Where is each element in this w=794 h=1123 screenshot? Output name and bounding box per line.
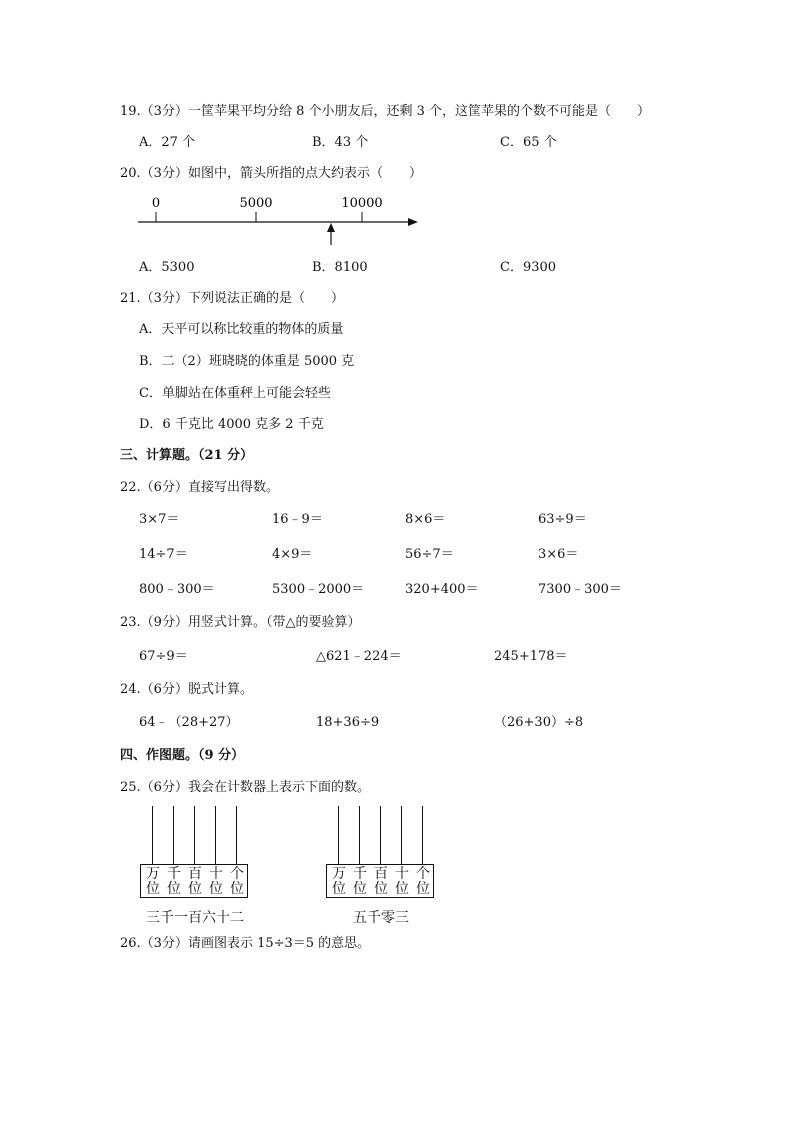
q20-option-a: A．5300 (139, 260, 195, 275)
q20-option-b: B．8100 (312, 260, 368, 275)
abacus-1-number: 三千一百六十二 (146, 910, 244, 926)
abacus-rod (194, 806, 195, 864)
q22-item: 4×9＝ (272, 547, 313, 562)
q21-stem: 21.（3分）下列说法正确的是（ ） (120, 291, 344, 306)
q21-option-c: C．单脚站在体重秤上可能会轻些 (139, 386, 331, 401)
section-3-title: 三、计算题。（21 分） (120, 448, 254, 463)
place-label-ge: 个位 (230, 866, 244, 897)
q20-stem: 20.（3分）如图中，箭头所指的点大约表示（ ） (120, 166, 422, 181)
tick-label-0: 0 (151, 196, 161, 211)
abacus-rod (338, 806, 339, 864)
q22-item: 5300﹣2000＝ (272, 582, 365, 597)
q24-stem: 24.（6分）脱式计算。 (120, 682, 253, 697)
abacus-label-box (140, 864, 248, 898)
abacus-counter-1 (140, 806, 248, 898)
q21-option-d: D．6 千克比 4000 克多 2 千克 (139, 417, 324, 432)
q22-item: 63÷9＝ (538, 512, 587, 527)
abacus-rod (401, 806, 402, 864)
q23-stem: 23.（9分）用竖式计算。（带△的要验算） (120, 615, 361, 630)
q23-item: 67÷9＝ (139, 649, 188, 664)
abacus-rod (173, 806, 174, 864)
q26-stem: 26.（3分）请画图表示 15÷3＝5 的意思。 (120, 936, 371, 951)
abacus-rod (152, 806, 153, 864)
q24-item: 64﹣（28+27） (139, 715, 239, 730)
q22-item: 3×6＝ (538, 547, 579, 562)
place-label-qian: 千位 (353, 866, 367, 897)
number-line-diagram (130, 190, 430, 250)
tick-label-10000: 10000 (341, 196, 383, 211)
q22-item: 14÷7＝ (139, 547, 188, 562)
place-label-ge: 个位 (416, 866, 430, 897)
place-label-shi: 十位 (395, 866, 409, 897)
q22-item: 7300﹣300＝ (538, 582, 622, 597)
q19-option-a: A．27 个 (139, 135, 196, 150)
q22-item: 320+400＝ (405, 582, 479, 597)
q24-item: （26+30）÷8 (494, 715, 584, 730)
abacus-2-number: 五千零三 (353, 910, 409, 926)
q20-option-c: C．9300 (500, 260, 557, 275)
abacus-rod (359, 806, 360, 864)
abacus-counter-2 (326, 806, 434, 898)
q22-stem: 22.（6分）直接写出得数。 (120, 480, 279, 495)
place-label-qian: 千位 (167, 866, 181, 897)
abacus-rod (215, 806, 216, 864)
q25-stem: 25.（6分）我会在计数器上表示下面的数。 (120, 780, 370, 795)
q22-item: 800﹣300＝ (139, 582, 215, 597)
q21-option-b: B．二（2）班晓晓的体重是 5000 克 (139, 354, 355, 369)
section-4-title: 四、作图题。（9 分） (120, 748, 245, 763)
q21-option-a: A．天平可以称比较重的物体的质量 (139, 322, 344, 337)
q22-item: 8×6＝ (405, 512, 446, 527)
q22-item: 3×7＝ (139, 512, 180, 527)
abacus-rod (236, 806, 237, 864)
place-label-bai: 百位 (374, 866, 388, 897)
place-label-wan: 万位 (332, 866, 346, 897)
abacus-label-box (326, 864, 434, 898)
pointer-arrow-head (327, 223, 335, 232)
place-label-shi: 十位 (209, 866, 223, 897)
q23-item: 245+178＝ (494, 649, 568, 664)
number-line-arrowhead (408, 218, 418, 226)
q22-item: 56÷7＝ (405, 547, 454, 562)
q19-option-b: B．43 个 (312, 135, 369, 150)
abacus-rod (380, 806, 381, 864)
q24-item: 18+36÷9 (316, 715, 380, 730)
q22-item: 16﹣9＝ (272, 512, 323, 527)
place-label-bai: 百位 (188, 866, 202, 897)
place-label-wan: 万位 (146, 866, 160, 897)
abacus-rod (422, 806, 423, 864)
q23-item: △621﹣224＝ (316, 649, 402, 664)
q19-stem: 19.（3分）一筐苹果平均分给 8 个小朋友后，还剩 3 个，这筐苹果的个数不可能是（ ） (120, 104, 651, 119)
tick-label-5000: 5000 (239, 196, 273, 211)
q19-option-c: C．65 个 (500, 135, 557, 150)
